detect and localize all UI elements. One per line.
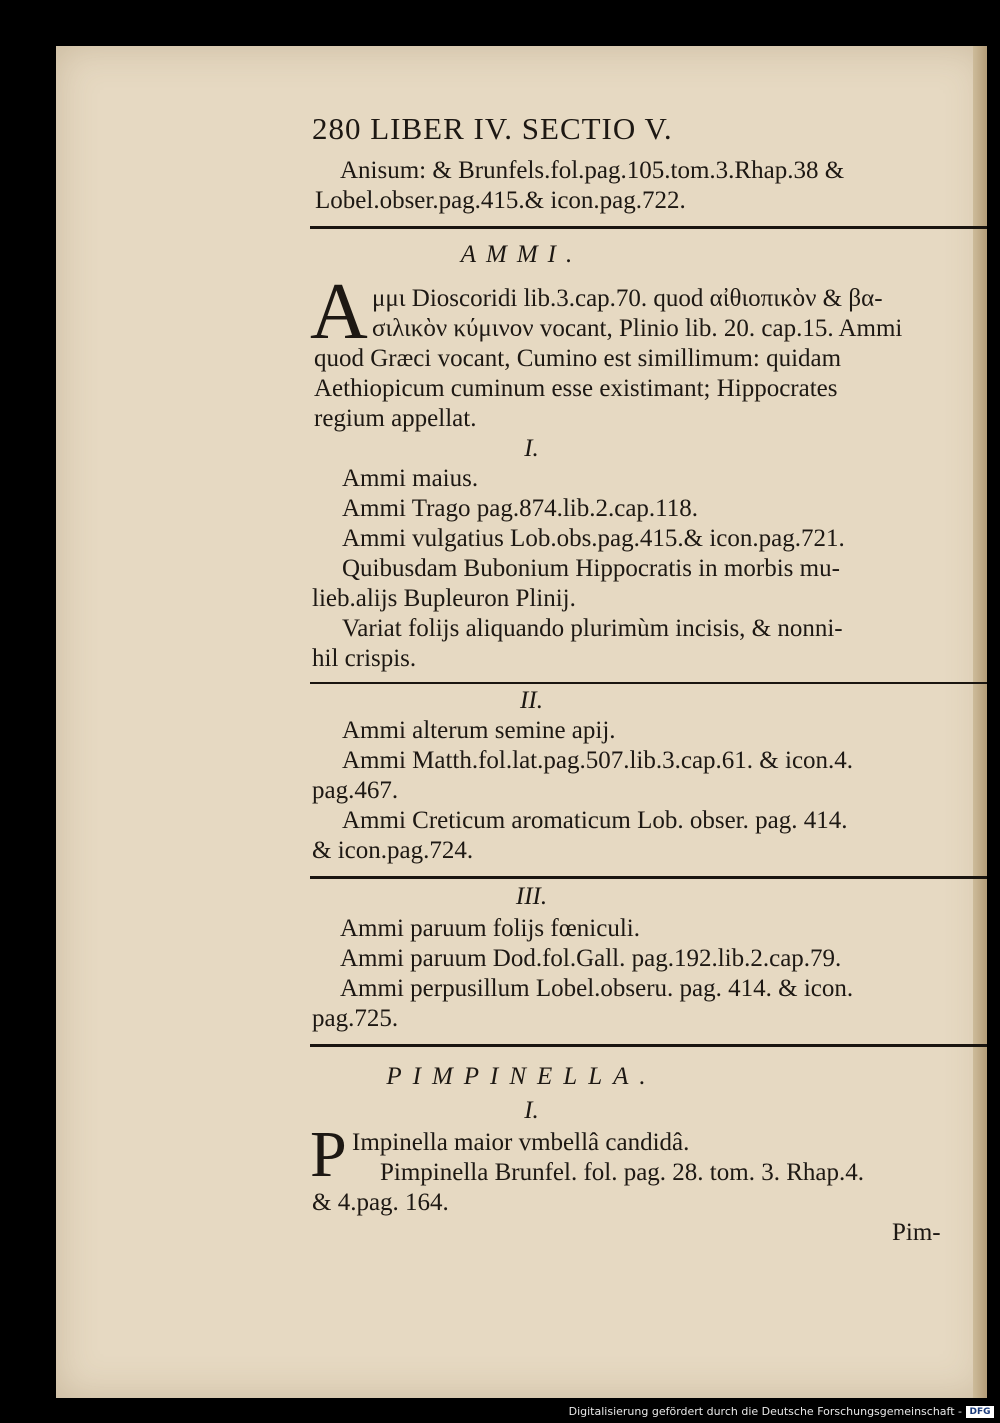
text-line: pag.725. (312, 1005, 399, 1032)
drop-capital: A (310, 268, 368, 356)
text-line: regium appellat. (314, 405, 477, 432)
text-line: Lobel.obser.pag.415.& icon.pag.722. (315, 187, 686, 214)
text-line: & 4.pag. 164. (312, 1189, 449, 1216)
section-numeral: II. (520, 687, 543, 714)
text-line: Ammi alterum semine apij. (342, 717, 616, 744)
drop-capital: P (310, 1118, 347, 1191)
text-line: Anisum: & Brunfels.fol.pag.105.tom.3.Rhap.38 & (340, 157, 845, 184)
text-line: Ammi Trago pag.874.lib.2.cap.118. (342, 495, 699, 522)
text-line: Ammi maius. (342, 465, 479, 492)
text-line: μμι Dioscoridi lib.3.cap.70. quod αἰθιοπικὸν & βα- (372, 285, 883, 312)
divider-rule (310, 682, 987, 684)
text-line: Aethiopicum cuminum esse existimant; Hippocrates (314, 375, 838, 402)
text-line: Impinella maior vmbellâ candidâ. (352, 1129, 690, 1156)
digitization-credit: Digitalisierung gefördert durch die Deutsche Forschungsgemeinschaft - (568, 1405, 962, 1418)
text-line: Ammi Creticum aromaticum Lob. obser. pag. 414. (342, 807, 848, 834)
section-title-ammi: AMMI. (460, 241, 583, 268)
text-line: Ammi vulgatius Lob.obs.pag.415.& icon.pag.721. (342, 525, 845, 552)
section-numeral: III. (515, 883, 548, 910)
section-title-pimpinella: PIMPINELLA. (386, 1063, 657, 1090)
text-line: pag.467. (312, 777, 399, 804)
book-page (56, 46, 987, 1398)
section-numeral: I. (524, 435, 539, 462)
text-line: σιλικὸν κύμινον vocant, Plinio lib. 20. cap.15. Ammi (372, 315, 903, 342)
catchword: Pim- (892, 1219, 941, 1246)
text-line: lieb.alijs Bupleuron Plinij. (312, 585, 576, 612)
section-numeral: I. (524, 1097, 539, 1124)
text-line: Quibusdam Bubonium Hippocratis in morbis mu- (342, 555, 840, 582)
text-line: hil crispis. (312, 645, 417, 672)
divider-rule (310, 876, 987, 879)
text-line: Pimpinella Brunfel. fol. pag. 28. tom. 3. Rhap.4. (380, 1159, 864, 1186)
text-line: quod Græci vocant, Cumino est simillimum: quidam (314, 345, 842, 372)
divider-rule (310, 1044, 987, 1047)
text-line: Ammi paruum folijs fœniculi. (340, 915, 640, 942)
text-line: Ammi perpusillum Lobel.obseru. pag. 414. & icon. (340, 975, 854, 1002)
running-header: 280 LIBER IV. SECTIO V. (312, 111, 673, 146)
text-line: Ammi paruum Dod.fol.Gall. pag.192.lib.2.cap.79. (340, 945, 842, 972)
text-line: & icon.pag.724. (312, 837, 474, 864)
dfg-logo: DFG (966, 1406, 994, 1418)
text-line: Ammi Matth.fol.lat.pag.507.lib.3.cap.61. & icon.4. (342, 747, 854, 774)
divider-rule (310, 226, 987, 229)
text-line: Variat folijs aliquando plurimùm incisis, & nonni- (342, 615, 843, 642)
